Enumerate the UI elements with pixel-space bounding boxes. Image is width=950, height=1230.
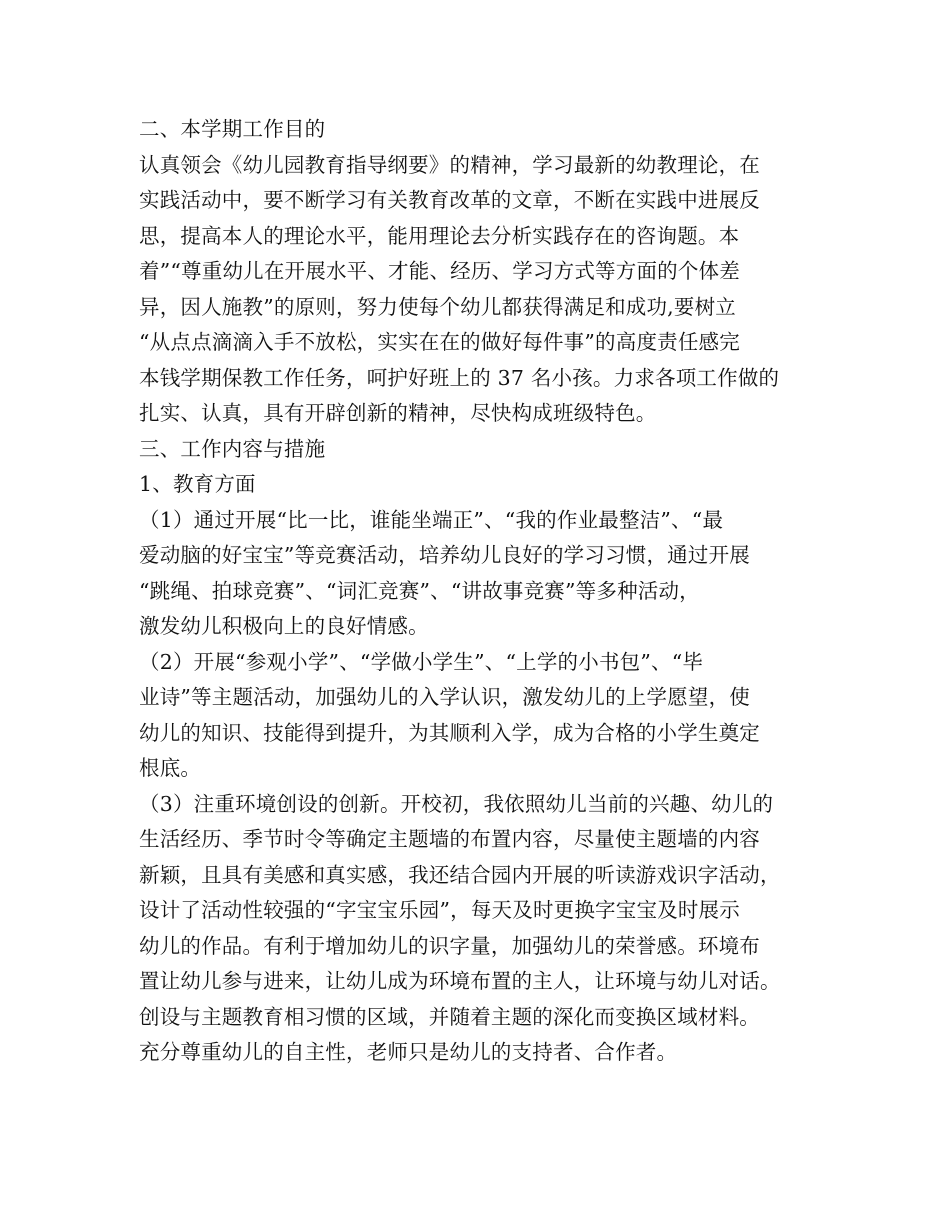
paragraph-line: （3）注重环境创设的创新。开校初，我依照幼儿当前的兴趣、幼儿的 [139,791,774,816]
paragraph-line: “从点点滴滴入手不放松，实实在在的做好每件事”的高度责任感完 [139,330,740,354]
document-body [139,112,819,1071]
paragraph-line: 新颖，且具有美感和真实感，我还结合园内开展的听读游戏识字活动， [139,862,781,887]
paragraph-line: 激发幼儿积极向上的良好情感。 [139,614,429,638]
paragraph-line: 充分尊重幼儿的自主性，老师只是幼儿的支持者、合作者。 [139,1040,678,1064]
paragraph-line: 置让幼儿参与进来，让幼儿成为环境布置的主人，让环境与幼儿对话。 [139,969,781,993]
paragraph-line: 生活经历、季节时令等确定主题墙的布置内容，尽量使主题墙的内容 [139,827,760,851]
paragraph-line: 扎实、认真，具有开辟创新的精神，尽快构成班级特色。 [139,401,657,425]
section-heading-goals: 二、本学期工作目的 [139,117,326,141]
paragraph-line: 幼儿的作品。有利于增加幼儿的识字量，加强幼儿的荣誉感。环境布 [139,933,760,958]
paragraph-line: 着”“尊重幼儿在开展水平、才能、经历、学习方式等方面的个体差 [139,259,740,283]
paragraph-line: 业诗”等主题活动，加强幼儿的入学认识，激发幼儿的上学愿望，使 [139,685,750,709]
paragraph-line: 创设与主题教育相习惯的区域，并随着主题的深化而变换区域材料。 [139,1004,760,1029]
paragraph-line: 认真领会《幼儿园教育指导纲要》的精神，学习最新的幼教理论，在 [139,152,760,177]
section-heading-content: 三、工作内容与措施 [139,436,326,461]
subsection-heading-education: 1、教育方面 [139,472,256,496]
paragraph-line: 根底。 [139,756,202,780]
paragraph-line: （2）开展“参观小学”、“学做小学生”、“上学的小书包”、“毕 [139,649,704,674]
paragraph-line: 思，提高本人的理论水平，能用理论去分析实践存在的咨询题。本 [139,223,740,248]
paragraph-line: （1）通过开展“比一比，谁能坐端正”、“我的作业最整洁”、“最 [139,507,724,532]
paragraph-line: 本钱学期保教工作任务，呵护好班上的 37 名小孩。力求各项工作做的 [139,365,780,390]
paragraph-line: 实践活动中，要不断学习有关教育改革的文章，不断在实践中进展反 [139,188,760,212]
paragraph-line: 设计了活动性较强的“字宝宝乐园”，每天及时更换字宝宝及时展示 [139,898,740,922]
paragraph-line: “跳绳、拍球竞赛”、“词汇竞赛”、“讲故事竞赛”等多种活动， [139,578,700,603]
paragraph-line: 幼儿的知识、技能得到提升，为其顺利入学，成为合格的小学生奠定 [139,720,760,745]
paragraph-line: 异，因人施教”的原则，努力使每个幼儿都获得满足和成功,要树立 [139,294,736,319]
paragraph-line: 爱动脑的好宝宝”等竞赛活动，培养幼儿良好的学习习惯，通过开展 [139,543,750,567]
